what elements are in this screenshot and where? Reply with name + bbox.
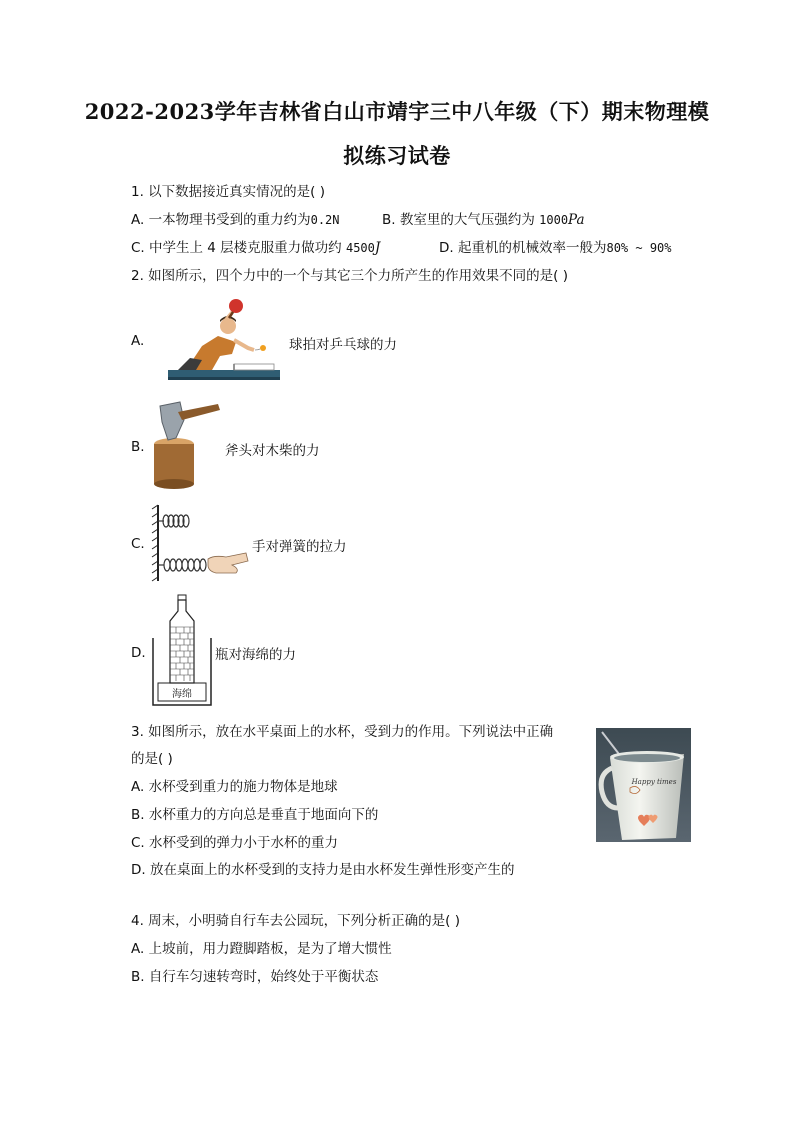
q4-option-b: B. 自行车匀速转弯时，始终处于平衡状态 xyxy=(131,969,379,985)
ball-icon xyxy=(260,345,266,351)
q2-option-d-letter: D. xyxy=(131,645,146,661)
q1-option-a-text: A. 一本物理书受到的重力约为 xyxy=(131,212,311,228)
hand-icon xyxy=(208,553,248,573)
q1-option-b xyxy=(382,208,585,228)
cup-icon xyxy=(610,754,684,840)
bottle-sponge-figure xyxy=(150,593,214,708)
q1-stem: 1. 以下数据接近真实情况的是( ) xyxy=(131,184,325,200)
exam-title-line2: 拟练习试卷 xyxy=(343,143,451,168)
table-tennis-figure xyxy=(166,298,282,384)
q2-option-b-letter: B. xyxy=(131,439,145,455)
q3-option-c: C. 水杯受到的弹力小于水杯的重力 xyxy=(131,835,339,851)
q1-option-d-text: D. 起重机的机械效率一般为 xyxy=(439,240,607,256)
q1-option-b-value: 1000 xyxy=(539,213,569,227)
axe-head-icon xyxy=(160,402,184,440)
spring-figure xyxy=(150,503,250,583)
q1-option-b-text: B. 教室里的大气压强约为 xyxy=(382,212,540,228)
stretched-spring xyxy=(158,559,206,571)
log-body xyxy=(154,444,194,484)
table-top xyxy=(168,370,280,377)
q1-option-c-value: 4500 xyxy=(345,241,375,255)
q3-option-b: B. 水杯重力的方向总是垂直于地面向下的 xyxy=(131,807,379,823)
axe-handle xyxy=(178,404,220,420)
q3-option-a: A. 水杯受到重力的施力物体是地球 xyxy=(131,779,338,795)
q2-option-b-text: 斧头对木柴的力 xyxy=(225,443,320,459)
axe-figure xyxy=(150,400,222,490)
q1-option-c xyxy=(131,236,380,256)
exam-title-line1: 2022-2023学年吉林省白山市靖宇三中八年级（下）期末物理模 xyxy=(84,99,710,124)
q2-stem: 2. 如图所示，四个力中的一个与其它三个力所产生的作用效果不同的是( ) xyxy=(131,268,568,284)
q3-stem-line1: 3. 如图所示，放在水平桌面上的水杯，受到力的作用。下列说法中正确 xyxy=(131,724,554,740)
q1-option-c-text: C. 中学生上 4 层楼克服重力做功约 xyxy=(131,240,346,256)
q1-option-c-unit: J xyxy=(374,240,381,256)
q1-option-d-value: 80% ~ 90% xyxy=(606,241,672,255)
cup-print-text: Happy times xyxy=(631,778,677,786)
q2-option-a-text: 球拍对乒乓球的力 xyxy=(289,337,397,353)
q2-option-c-text: 手对弹簧的拉力 xyxy=(252,539,347,555)
q3-stem-line2: 的是( ) xyxy=(131,751,173,767)
q2-option-c-letter: C. xyxy=(131,536,145,552)
q1-option-a-value: 0.2N xyxy=(310,213,340,227)
bottle-icon xyxy=(170,600,194,683)
q1-option-d xyxy=(439,236,672,256)
q2-option-d-text: 瓶对海绵的力 xyxy=(215,647,296,663)
q1-option-a xyxy=(131,208,340,228)
q2-option-a-letter: A. xyxy=(131,333,145,349)
sponge-label: 海绵 xyxy=(172,689,192,700)
cup-photo xyxy=(596,728,691,842)
player-head xyxy=(220,318,236,334)
q4-option-a: A. 上坡前，用力蹬脚踏板，是为了增大惯性 xyxy=(131,941,392,957)
table-net xyxy=(234,364,274,370)
q4-stem: 4. 周末，小明骑自行车去公园玩，下列分析正确的是( ) xyxy=(131,913,460,929)
q1-option-b-unit: Pa xyxy=(568,212,585,228)
relaxed-spring xyxy=(158,515,189,527)
q3-option-d: D. 放在桌面上的水杯受到的支持力是由水杯发生弹性形变产生的 xyxy=(131,862,515,878)
paddle-icon xyxy=(229,299,243,313)
